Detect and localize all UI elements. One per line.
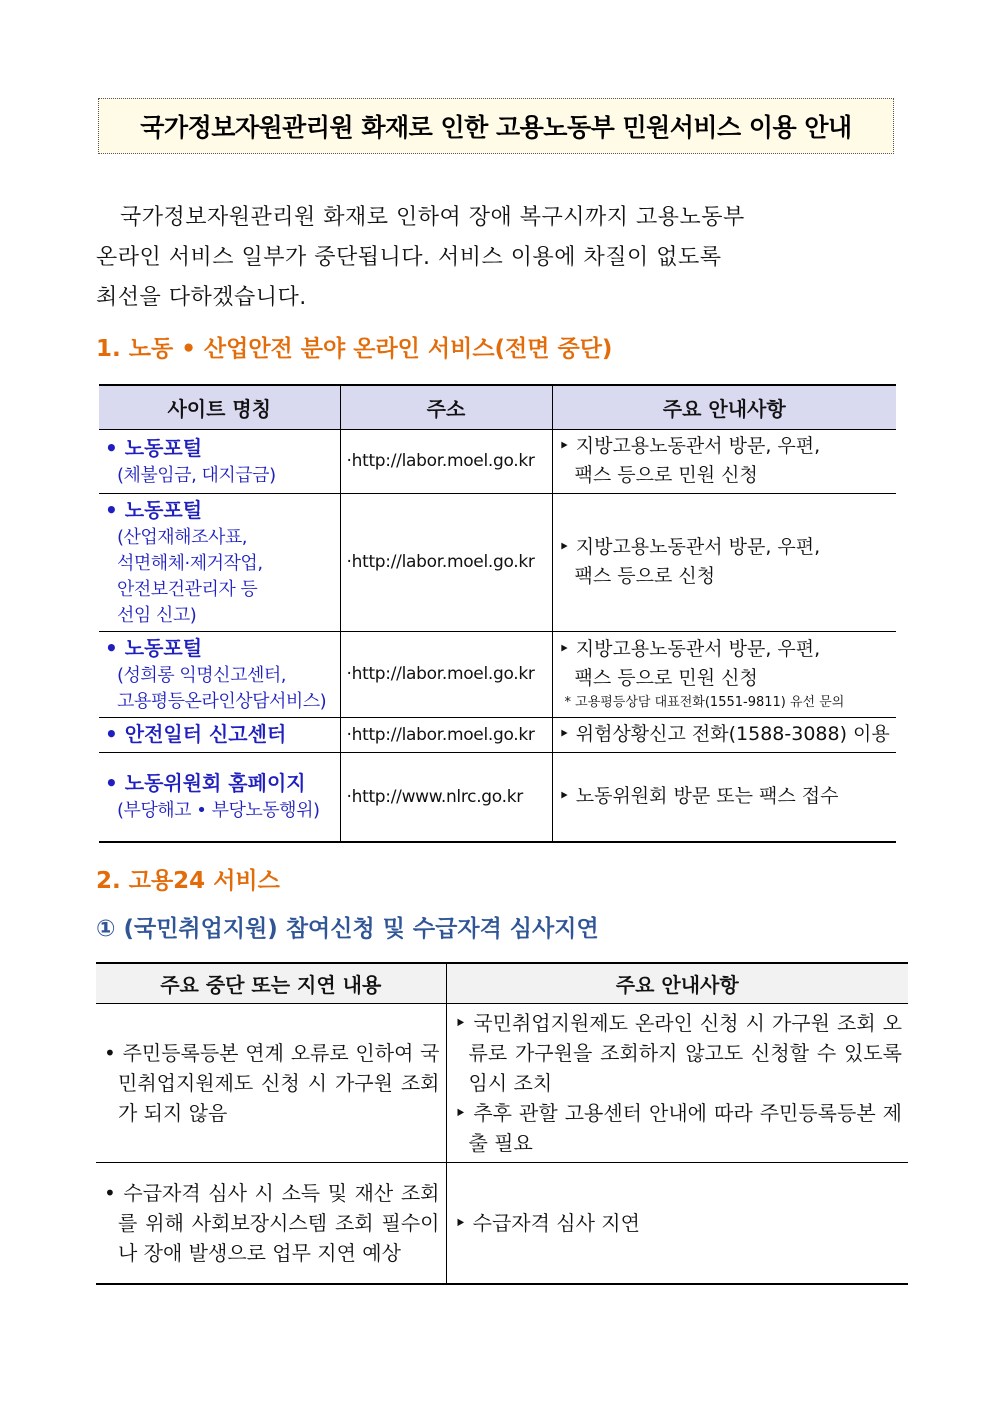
site-name: • 노동포털 [105,635,203,660]
labor-services-table [99,384,896,843]
notes-cell [552,717,896,752]
notes-cell [552,752,896,842]
site-address-link[interactable]: ·http://www.nlrc.go.kr [346,786,523,807]
table-row [99,493,896,631]
address-cell [340,429,552,493]
site-cell [99,493,340,631]
site-cell [99,752,340,842]
intro-line: 온라인 서비스 일부가 중단됩니다. 서비스 이용에 차질이 없도록 [96,245,722,270]
guide-text: ‣ 수급자격 심사 지연 [454,1210,640,1235]
site-address-link[interactable]: ·http://labor.moel.go.kr [346,724,535,745]
notes-cell [552,493,896,631]
intro-line: 국가정보자원관리원 화재로 인하여 장애 복구시까지 고용노동부 [120,205,745,230]
site-description: (체불임금, 대지급금) [117,464,276,486]
guide-note: ‣ 지방고용노동관서 방문, 우편, 팩스 등으로 민원 신청 [558,638,821,689]
address-cell [340,717,552,752]
site-name: • 안전일터 신고센터 [105,722,287,746]
table-row [96,1003,908,1162]
guide-note: ‣ 지방고용노동관서 방문, 우편, 팩스 등으로 신청 [558,536,821,587]
employment24-table [96,962,908,1285]
site-description: (산업재해조사표, 석면해체·제거작업, 안전보건관리자 등 선임 신고) [117,526,263,626]
site-address-link[interactable]: ·http://labor.moel.go.kr [346,451,535,471]
address-cell [340,752,552,842]
column-header: 주요 안내사항 [446,963,908,1003]
site-cell [99,631,340,717]
issue-text: • 수급자격 심사 시 소득 및 재산 조회를 위해 사회보장시스템 조회 필수이나 장애 발생으로 업무 지연 예상 [104,1180,440,1265]
site-cell [99,717,340,752]
table-row [96,1162,908,1284]
intro-paragraph [96,198,886,318]
document-title: 국가정보자원관리원 화재로 인한 고용노동부 민원서비스 이용 안내 [140,113,852,142]
issue-cell [96,1003,446,1162]
table-row [99,631,896,717]
site-name: • 노동위원회 홈페이지 [105,771,306,796]
intro-line: 최선을 다하겠습니다. [96,285,307,310]
notes-cell [552,429,896,493]
section2-subheading: ① (국민취업지원) 참여신청 및 수급자격 심사지연 [96,916,599,942]
guide-note: ‣ 노동위원회 방문 또는 팩스 접수 [558,785,839,808]
column-header: 주요 안내사항 [552,385,896,429]
phone-footnote: * 고용평등상담 대표전화(1551-9811) 유선 문의 [564,695,845,710]
section1-heading: 1. 노동 • 산업안전 분야 온라인 서비스(전면 중단) [96,336,613,362]
site-cell [99,429,340,493]
column-header: 주소 [340,385,552,429]
table-row [99,752,896,842]
site-description: (성희롱 익명신고센터, 고용평등온라인상담서비스) [117,664,327,712]
column-header: 주요 중단 또는 지연 내용 [96,963,446,1003]
site-description: (부당해고 • 부당노동행위) [117,800,320,822]
guide-note: ‣ 위험상황신고 전화(1588-3088) 이용 [558,723,890,745]
guide-text: ‣ 국민취업지원제도 온라인 신청 시 가구원 조회 오류로 가구원을 조회하지 않고도 신청할 수 있도록 임시 조치 [454,1010,902,1095]
issue-text: • 주민등록등본 연계 오류로 인하여 국민취업지원제도 신청 시 가구원 조회가 되지 않음 [104,1040,440,1125]
column-header: 사이트 명칭 [99,385,340,429]
site-name: • 노동포털 [105,497,203,522]
table-row [99,717,896,752]
guide-text: ‣ 추후 관할 고용센터 안내에 따라 주민등록등본 제출 필요 [454,1100,902,1155]
table-row [99,429,896,493]
address-cell [340,631,552,717]
title-box [98,98,894,154]
address-cell [340,493,552,631]
site-name: • 노동포털 [105,435,203,460]
guide-note: ‣ 지방고용노동관서 방문, 우편, 팩스 등으로 민원 신청 [558,435,821,486]
guide-cell [446,1162,908,1284]
guide-cell [446,1003,908,1162]
notes-cell [552,631,896,717]
issue-cell [96,1162,446,1284]
section2-heading: 2. 고용24 서비스 [96,868,280,894]
site-address-link[interactable]: ·http://labor.moel.go.kr [346,664,535,684]
site-address-link[interactable]: ·http://labor.moel.go.kr [346,552,535,572]
